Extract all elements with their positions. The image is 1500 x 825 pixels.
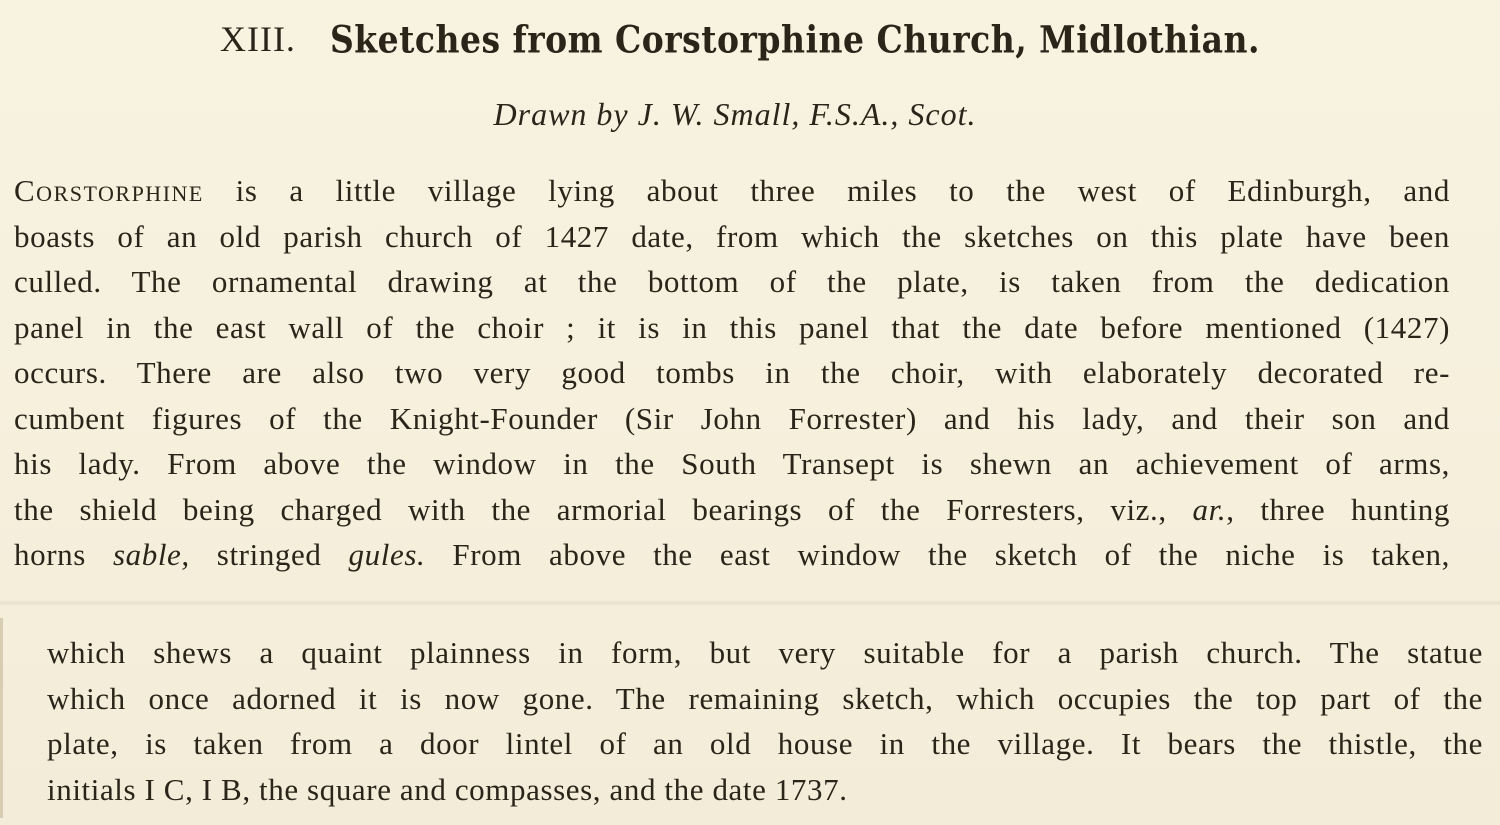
plate-title: Sketches from Corstorphine Church, Midlothian. <box>329 17 1261 62</box>
text-line: which once adorned it is now gone. The remaining sketch, which occupies the top part of the <box>47 680 1483 716</box>
text-line: Corstorphine is a little village lying about three miles to the west of Edinburgh, and <box>14 173 1450 208</box>
text-line: boasts of an old parish church of 1427 date, from which the sketches on this plate have been <box>14 218 1450 254</box>
text-line: panel in the east wall of the choir ; it is in this panel that the date before mentioned (1427) <box>14 309 1450 345</box>
plate-heading <box>0 14 1480 64</box>
italic-term: sable, <box>112 537 190 572</box>
text-line: occurs. There are also two very good tombs in the choir, with elaborately decorated re- <box>14 355 1450 390</box>
paragraph-1 <box>14 168 1450 578</box>
text-line: culled. The ornamental drawing at the bottom of the plate, is taken from the dedication <box>14 264 1450 299</box>
italic-term: gules. <box>348 537 426 572</box>
text-line: which shews a quaint plainness in form, but very suitable for a parish church. The statue <box>47 635 1483 670</box>
text-line: the shield being charged with the armorial bearings of the Forresters, viz., ar., three hunting <box>14 491 1450 527</box>
byline: Drawn by J. W. Small, F.S.A., Scot. <box>493 96 977 132</box>
text-line: horns sable, stringed gules. From above the east window the sketch of the niche is taken, <box>14 537 1451 572</box>
text-line: plate, is taken from a door lintel of an old house in the village. It bears the thistle, the <box>47 726 1483 761</box>
italic-term: ar. <box>1192 491 1227 527</box>
paragraph-2 <box>47 630 1483 812</box>
page-edge <box>0 618 3 818</box>
text-line: initials I C, I B, the square and compasses, and the date 1737. <box>47 771 848 807</box>
text-line: cumbent figures of the Knight-Founder (Sir John Forrester) and his lady, and their son and <box>14 400 1450 436</box>
plate-number: XIII. <box>219 19 296 59</box>
lead-word: Corstorphine <box>14 173 204 208</box>
text-line: his lady. From above the window in the South Transept is shewn an achievement of arms, <box>14 446 1450 481</box>
page-break <box>0 600 1500 606</box>
